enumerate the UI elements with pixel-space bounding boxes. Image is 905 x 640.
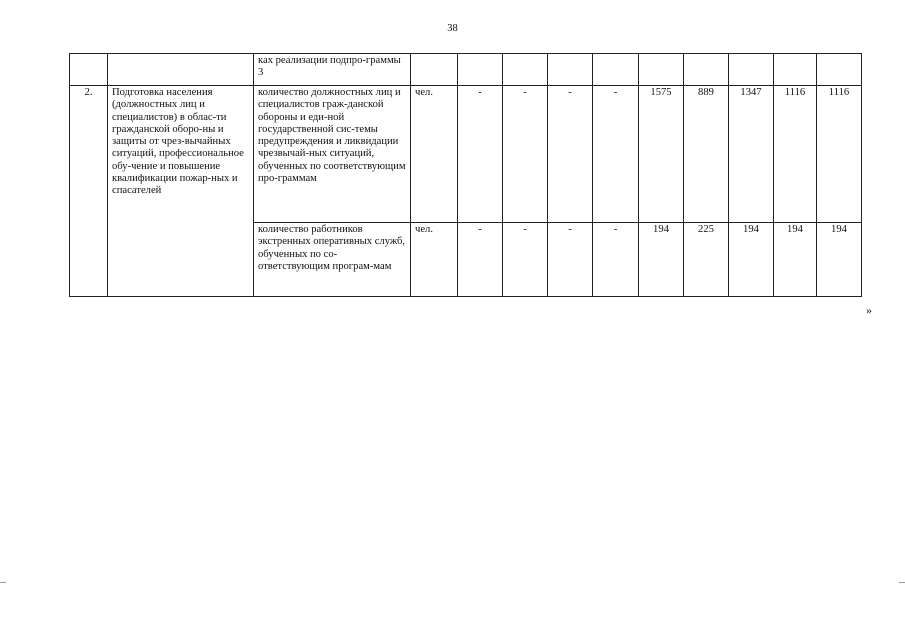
cell-value: 194 (639, 223, 684, 297)
cell-value: - (458, 223, 503, 297)
page-number: 38 (447, 23, 458, 34)
cell-task (108, 54, 254, 86)
cell-value (639, 54, 684, 86)
cell-value (458, 54, 503, 86)
table-row-continuation (70, 54, 862, 86)
cell-value (729, 54, 774, 86)
cell-value: 194 (774, 223, 817, 297)
cell-value: - (593, 223, 639, 297)
cell-value: - (548, 223, 593, 297)
closing-quote: » (866, 303, 872, 317)
cell-value: - (548, 86, 593, 223)
cell-value: 1116 (817, 86, 862, 223)
cell-unit: чел. (411, 86, 458, 223)
cell-num: 2. (70, 86, 108, 297)
table-row (70, 86, 862, 223)
cell-value (817, 54, 862, 86)
scan-edge-mark (0, 582, 6, 583)
cell-value: - (503, 86, 548, 223)
cell-num (70, 54, 108, 86)
cell-unit (411, 54, 458, 86)
cell-value: 1575 (639, 86, 684, 223)
cell-value: 1116 (774, 86, 817, 223)
cell-value: 889 (684, 86, 729, 223)
data-table (69, 53, 862, 297)
cell-value: 194 (729, 223, 774, 297)
cell-value: 1347 (729, 86, 774, 223)
cell-indicator: количество должностных лиц и специалистов граж-данской обороны и еди-ной государственной сис-темы предупреждения и ликвидации чрезвычай-ных ситуаций, обученных по соответствующим про-граммам (254, 86, 411, 223)
cell-value: 194 (817, 223, 862, 297)
scan-edge-mark (899, 582, 905, 583)
cell-indicator: количество работников экстренных оперативных служб, обученных по со-ответствующим програм-мам (254, 223, 411, 297)
cell-value (774, 54, 817, 86)
cell-value: - (458, 86, 503, 223)
cell-value (503, 54, 548, 86)
cell-value (548, 54, 593, 86)
cell-value: - (503, 223, 548, 297)
cell-value (684, 54, 729, 86)
cell-value: 225 (684, 223, 729, 297)
cell-task: Подготовка населения (должностных лиц и специалистов) в облас-ти гражданской оборо-ны и защиты от чрез-вычайных ситуаций, профессиональное обу-чение и повышение квалификации пожар-ных и спасателей (108, 86, 254, 297)
cell-indicator: ках реализации подпро-граммы 3 (254, 54, 411, 86)
cell-unit: чел. (411, 223, 458, 297)
cell-value (593, 54, 639, 86)
cell-value: - (593, 86, 639, 223)
